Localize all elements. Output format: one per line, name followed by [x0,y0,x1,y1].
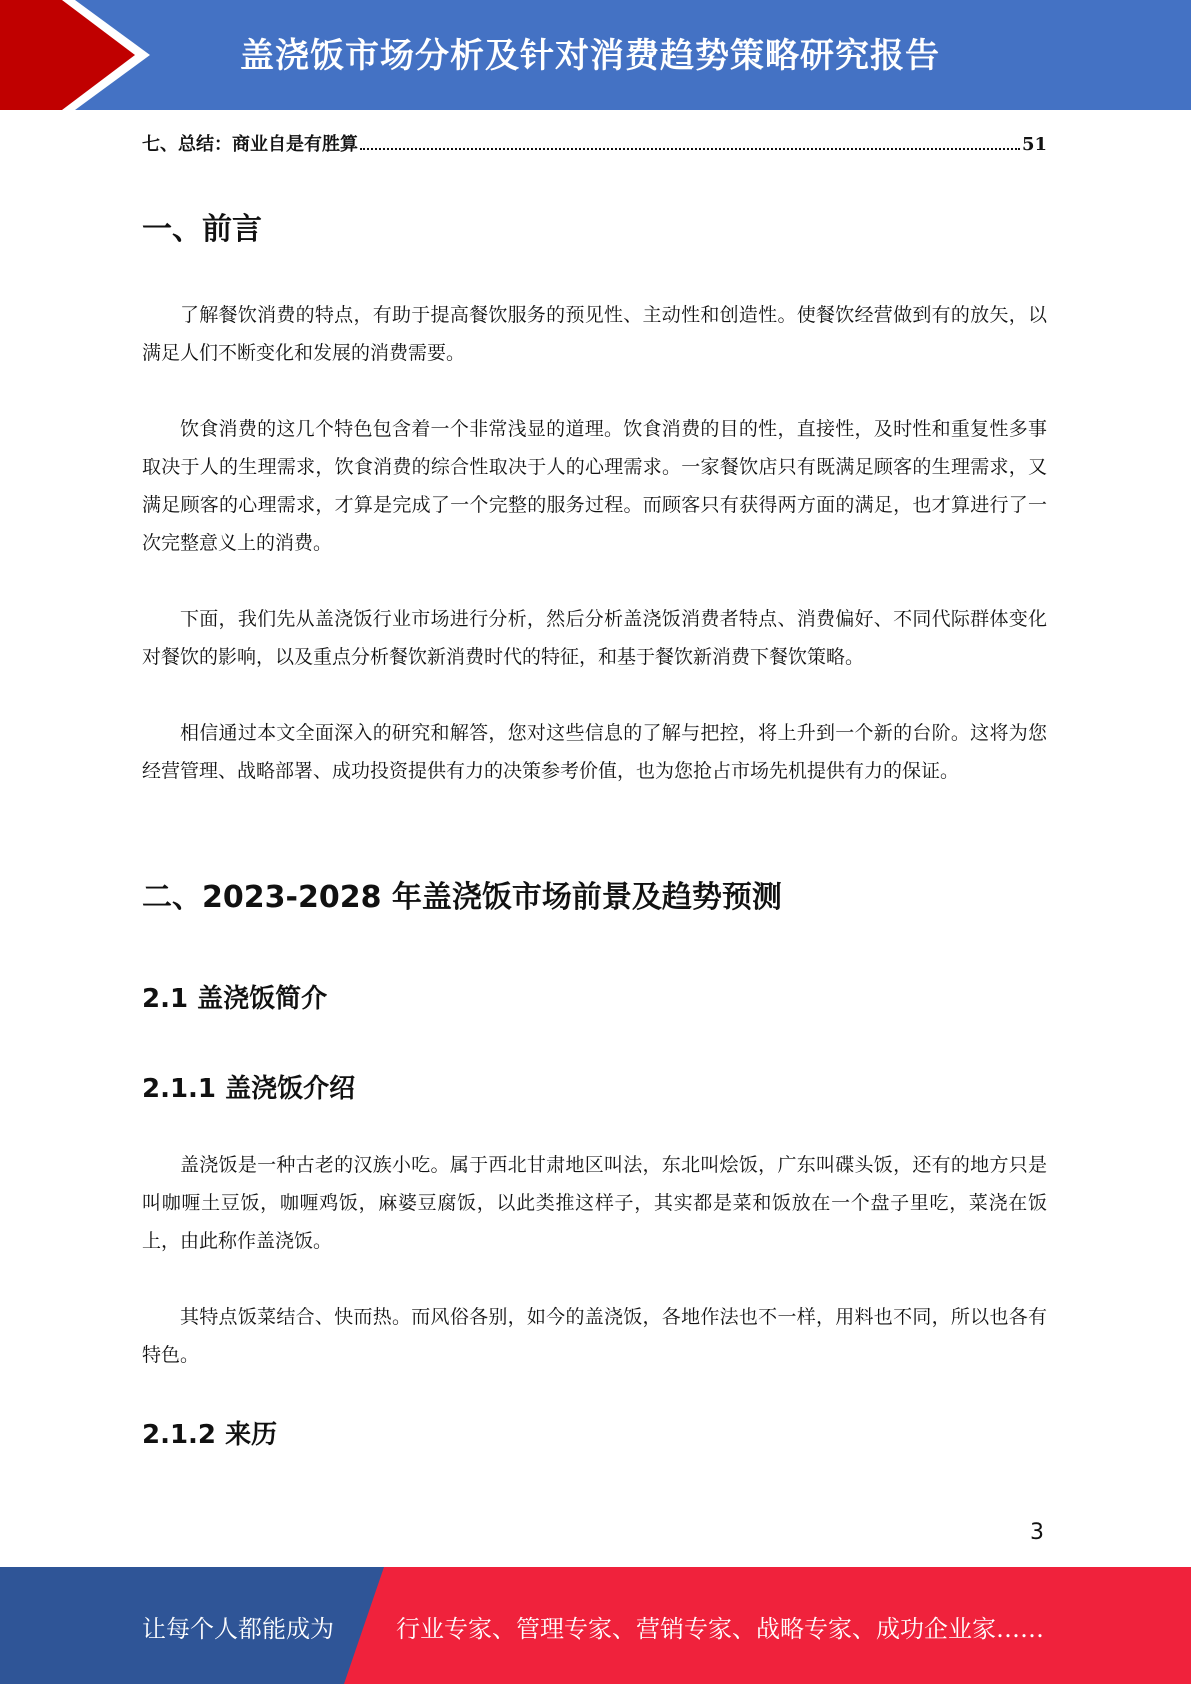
subsection-heading-intro: 2.1 盖浇饭简介 [142,984,328,1014]
footer-slogan-right: 行业专家、管理专家、营销专家、战略专家、成功企业家…… [396,1615,1044,1643]
toc-entry[interactable] [142,130,1047,156]
toc-leader-dots [360,148,1020,150]
section-heading-preface: 一、前言 [142,212,262,247]
subsection-heading-introduction: 2.1.1 盖浇饭介绍 [142,1074,356,1104]
paragraph: 其特点饭菜结合、快而热。而风俗各别，如今的盖浇饭，各地作法也不一样，用料也不同，所以也各有特色。 [142,1306,1047,1366]
footer-slogan-left: 让每个人都能成为 [142,1615,334,1643]
toc-entry-label: 七、总结：商业自是有胜算 [142,134,358,155]
document-title: 盖浇饭市场分析及针对消费趋势策略研究报告 [240,36,940,76]
paragraph: 了解餐饮消费的特点，有助于提高餐饮服务的预见性、主动性和创造性。使餐饮经营做到有的放矢，以满足人们不断变化和发展的消费需要。 [142,304,1047,364]
subsection-heading-origin: 2.1.2 来历 [142,1420,278,1450]
page-header [0,0,1191,110]
paragraph: 相信通过本文全面深入的研究和解答，您对这些信息的了解与把控，将上升到一个新的台阶。这将为您经营管理、战略部署、成功投资提供有力的决策参考价值，也为您抢占市场先机提供有力的保证。 [142,722,1047,782]
paragraph: 饮食消费的这几个特色包含着一个非常浅显的道理。饮食消费的目的性，直接性，及时性和重复性多事取决于人的生理需求，饮食消费的综合性取决于人的心理需求。一家餐饮店只有既满足顾客的生理需求，又满足顾客的心理需求，才算是完成了一个完整的服务过程。而顾客只有获得两方面的满足，也才算进行了一次完整意义上的消费。 [142,418,1047,554]
paragraph: 盖浇饭是一种古老的汉族小吃。属于西北甘肃地区叫法，东北叫烩饭，广东叫碟头饭，还有的地方只是叫咖喱土豆饭，咖喱鸡饭，麻婆豆腐饭，以此类推这样子，其实都是菜和饭放在一个盘子里吃，菜浇在饭上，由此称作盖浇饭。 [142,1154,1047,1252]
toc-entry-page: 51 [1021,134,1047,155]
page-footer [0,1567,1191,1684]
paragraph: 下面，我们先从盖浇饭行业市场进行分析，然后分析盖浇饭消费者特点、消费偏好、不同代际群体变化对餐饮的影响，以及重点分析餐饮新消费时代的特征，和基于餐饮新消费下餐饮策略。 [142,608,1047,668]
page-number: 3 [1030,1520,1044,1545]
section-heading-outlook: 二、2023-2028 年盖浇饭市场前景及趋势预测 [142,880,782,915]
